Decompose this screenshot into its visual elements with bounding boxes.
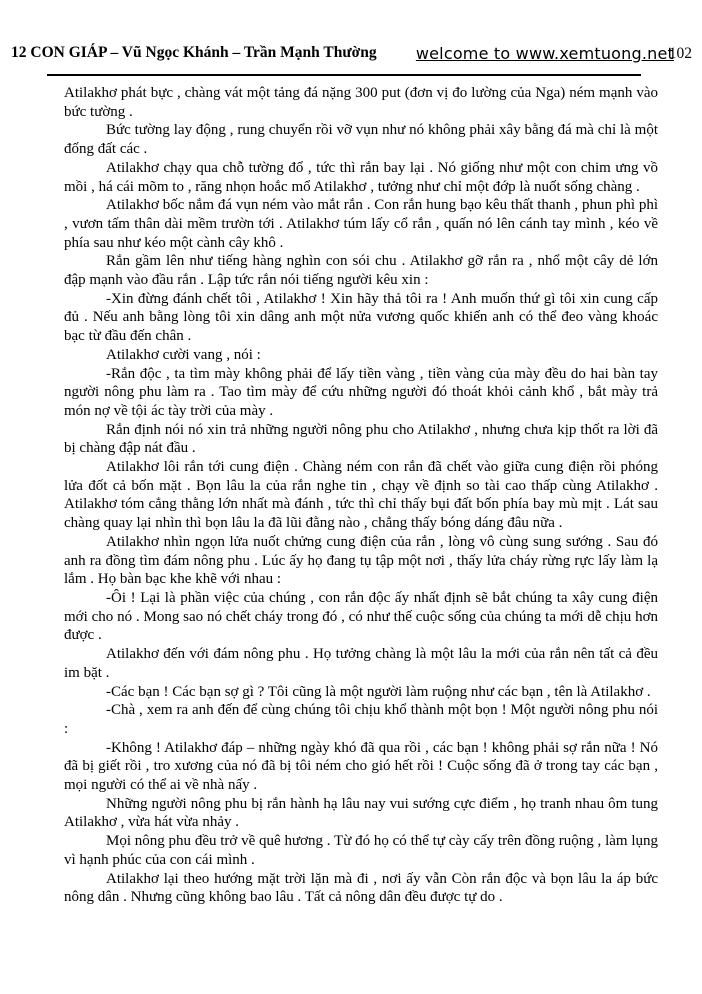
header-divider xyxy=(47,74,641,76)
header-title: 12 CON GIÁP – Vũ Ngọc Khánh – Trần Mạnh Thường xyxy=(11,44,377,61)
paragraph: Atilakhơ bốc nắm đá vụn ném vào mắt rắn . Con rắn hung bạo kêu thất thanh , phun phì phì , vươn tấm thân dài mềm trườn tới . Atilakhơ túm lấy cổ rắn , quấn nó lên cánh tay mình , kéo về phía sau như kéo một cành cây khô . xyxy=(64,197,658,251)
paragraph: -Chà , xem ra anh đến để cùng chúng tôi chịu khổ thành một bọn ! Một người nông phu nói : xyxy=(64,702,658,737)
paragraph: Rắn gầm lên như tiếng hàng nghìn con sói chu . Atilakhơ gỡ rắn ra , nhổ một cây dẻ lớn đập mạnh vào đầu rắn . Lập tức rắn nói tiếng người kêu xin : xyxy=(64,253,658,289)
paragraph: Mọi nông phu đều trở về quê hương . Từ đó họ có thể tự cày cấy trên đồng ruộng , làm lụng vì hạnh phúc của con cái mình . xyxy=(64,833,658,868)
paragraph: -Rắn độc , ta tìm mày không phải để lấy tiền vàng , tiền vàng của mày đều do hai bàn tay người nông phu làm ra . Tao tìm mày để cứu những người đó thoát khỏi cảnh khổ , bắt mày trả món nợ về tội ác tày trời của mày . xyxy=(64,365,658,419)
paragraph: Những người nông phu bị rắn hành hạ lâu nay vui sướng cực điểm , họ tranh nhau ôm tung Atilakhơ , vừa hát vừa nhảy . xyxy=(64,795,658,831)
paragraph: Atilakhơ nhìn ngọn lửa nuốt chửng cung điện của rắn , lòng vô cùng sung sướng . Sau đó anh ra đồng tìm đám nông phu . Lúc ấy họ đang tụ tập một nơi , thấy lửa cháy rừng rực lấy làm lạ lắm . Họ bàn bạc khe khẽ với nhau : xyxy=(64,533,658,588)
paragraph: Atilakhơ phát bực , chàng vát một tảng đá nặng 300 put (đơn vị đo lường của Nga) ném mạnh vào bức tường . xyxy=(64,85,658,120)
paragraph: Atilakhơ cười vang , nói : xyxy=(106,346,261,363)
website-link[interactable]: welcome to www.xemtuong.net xyxy=(415,44,674,63)
paragraph: Atilakhơ chạy qua chỗ tường đổ , tức thì rắn bay lại . Nó giống như một con chim ưng vồ mồi , há cái mõm to , răng nhọn hoắc mổ Atilakhơ , tưởng như chỉ một đớp là nuốt sống chàng . xyxy=(64,159,658,195)
page-number: 102 xyxy=(668,45,692,62)
paragraph: -Xin đừng đánh chết tôi , Atilakhơ ! Xin hãy thả tôi ra ! Anh muốn thứ gì tôi xin cung cấp đủ . Nếu anh bằng lòng tôi xin dâng anh một nửa vương quốc khiến anh có thể đeo vàng khoác bạc từ đầu đến chân . xyxy=(64,290,658,345)
paragraph: Bức tường lay động , rung chuyển rồi vỡ vụn như nó không phải xây bằng đá mà chỉ là một đống đất các . xyxy=(64,122,658,158)
paragraph: Rắn định nói nó xin trả những người nông phu cho Atilakhơ , nhưng chưa kịp thốt ra lời đã bị chàng đập nát đầu . xyxy=(64,421,658,457)
paragraph: Atilakhơ lại theo hướng mặt trời lặn mà đi , nơi ấy vẫn Còn rắn độc và bọn lâu la áp bức nông dân . Nhưng cũng không bao lâu . Tất cả nông dân đều được tự do . xyxy=(64,870,658,906)
paragraph: Atilakhơ đến với đám nông phu . Họ tưởng chàng là một lâu la mới của rắn nên tất cả đều im bặt . xyxy=(64,646,658,681)
paragraph: Atilakhơ lôi rắn tới cung điện . Chàng ném con rắn đã chết vào giữa cung điện rồi phóng lửa đốt cả bốn mặt . Bọn lâu la của rắn nghe tin , chạy về định so tài cao thấp cùng Atilakhơ . Atilakhơ tóm cẳng thằng lớn nhất mà đánh , tức thì chỉ thấy bụi đất bốn phía bay mù mịt . Lát sau chàng quay lại nhìn thì bọn lâu la đã lũi đằng nào , chẳng thấy bóng dáng đâu nữa . xyxy=(64,459,658,532)
paragraph: -Không ! Atilakhơ đáp – những ngày khó đã qua rồi , các bạn ! không phải sợ rắn nữa ! Nó đã bị giết rồi , tro xương của nó đã bị tôi ném cho gió hết rồi ! Cuộc sống đã ở trong tay các bạn , mọi người có thể ai về nhà nấy . xyxy=(64,739,658,794)
paragraph: -Các bạn ! Các bạn sợ gì ? Tôi cũng là một người làm ruộng như các bạn , tên là Atilakhơ . xyxy=(106,683,651,700)
paragraph: -Ôi ! Lại là phần việc của chúng , con rắn độc ấy nhất định sẽ bắt chúng ta xây cung điện mới cho nó . Mong sao nó chết cháy trong đó , có như thế cuộc sống của chúng ta mới dễ chịu hơn được . xyxy=(64,589,658,644)
document-body xyxy=(64,84,658,907)
